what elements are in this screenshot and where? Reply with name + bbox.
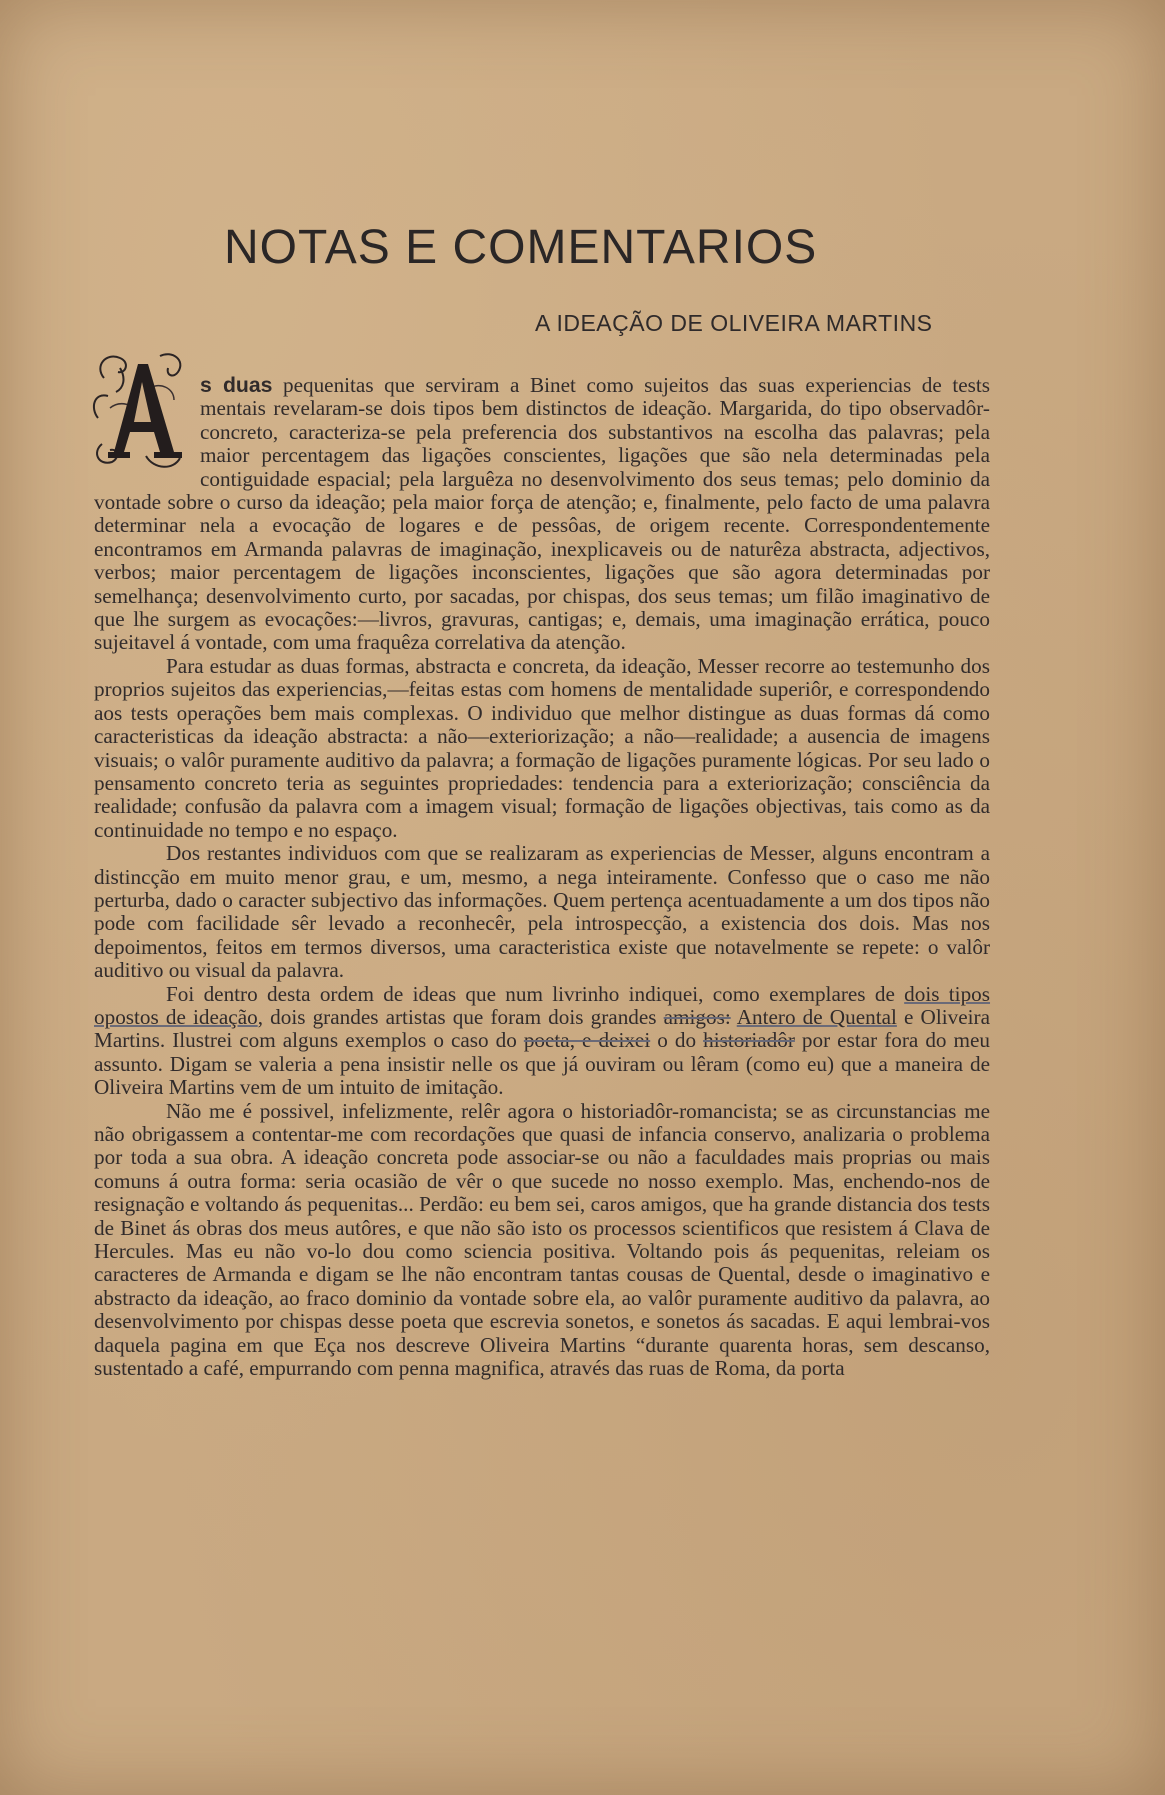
- underlined-text: dois tipos opostos de ideação: [94, 981, 991, 1029]
- lead-word: s duas: [200, 374, 273, 397]
- paragraph-text: Foi dentro desta ordem de ideas que num livrinho indiquei, como exemplares de: [166, 981, 905, 1006]
- page-title: NOTAS E COMENTARIOS: [224, 221, 818, 274]
- struck-text: amigos:: [663, 1004, 731, 1029]
- struck-text: poeta, e deixei: [523, 1028, 651, 1053]
- underlined-text: Antero de Quental: [736, 1004, 897, 1029]
- paragraph-text: por estar fora do meu assunto. Digam se valeria a pena insistir nelle os que já ouviram ou lêram (como eu) que a maneira de Oliveira Martins vem de um intuito de imitação.: [94, 1028, 991, 1100]
- paragraph-5: Não me é possivel, infelizmente, relêr agora o historiadôr-romancista; se as circunstancias me não obrigassem a contentar-me com recordações que quasi de infancia conservo, analizaria o problema por toda a sua obra. A ideação concreta pode associar-se ou não a faculdades mais proprias ou mais comuns á outra forma: seria ocasião de vêr o que sucede no nosso exemplo. Mas, enchendo-nos de resignação e voltando ás pequenitas... Perdão: eu bem sei, caros amigos, que ha grande distancia dos tests de Binet ás obras dos meus autôres, e que não são isto os processos scientificos que resistem á Clava de Hercules. Mas eu não vo-lo dou como sciencia positiva. Voltando pois ás pequenitas, releiam os caracteres de Armanda e digam se lhe não encontram tantas cousas de Quental, desde o imaginativo e abstracto da ideação, ao fraco dominio da vontade sobre ela, ao valôr puramente auditivo da palavra, ao desenvolvimento por chispas desse poeta que escrevia sonetos, e sonetos ás sacadas. E aqui lembrai-vos daquela pagina em que Eça nos descreve Oliveira Martins “durante quarenta horas, sem descanso, sustentado a café, empurrando com penna magnifica, através das ruas de Roma, da porta: [94, 1098, 990, 1381]
- struck-text: historiadôr: [703, 1028, 795, 1053]
- paragraph-text: e Oliveira Martins. Ilustrei com alguns exemplos o caso do: [94, 1004, 990, 1053]
- article-subtitle: A IDEAÇÃO DE OLIVEIRA MARTINS: [535, 310, 933, 336]
- paragraph-4: [94, 983, 990, 1100]
- paragraph-1: [94, 374, 990, 655]
- paragraph-text: pequenitas que serviram a Binet como sujeitos das suas experiencias de tests mentais revelaram-se dois tipos bem distinctos de ideação. Margarida, do tipo observadôr-concreto, caracteriza-se pela preferencia dos substantivos na escolha das palavras; pela maior percentagem das ligações conscientes, ligações que são nela determinadas pela contiguidade espacial; pela larguêza no desenvolvimento dos seus temas; pelo dominio da vontade sobre o curso da ideação; pela maior força de atenção; e, finalmente, pelo facto de uma palavra determinar nela a evocação de logares e de pessôas, de origem recente. Correspondentemente encontramos em Armanda palavras de imaginação, inexplicaveis ou de naturêza abstracta, adjectivos, verbos; maior percentagem de ligações inconscientes, ligações que são agora determinadas por semelhança; desenvolvimento curto, por sacadas, por chispas, dos seus temas; um filão imaginativo de que lhe surgem as evocações:—livros, gravuras, cantigas; e, demais, uma imaginação errática, pouco sujeitavel á vontade, com uma fraquêza correlativa da atenção.: [94, 373, 991, 655]
- paragraph-text: , dois grandes artistas que foram dois grandes: [257, 1004, 664, 1029]
- article-body: [94, 374, 990, 1380]
- paragraph-2: Para estudar as duas formas, abstracta e concreta, da ideação, Messer recorre ao testemunho dos proprios sujeitos das experiencias,—feitas estas com homens de mentalidade superiôr, e correspondendo aos tests operações bem mais complexas. O individuo que melhor distingue as duas formas dá como caracteristicas da ideação abstracta: a não—exteriorização; a não—realidade; a ausencia de imagens visuais; o valôr puramente auditivo da palavra; a formação de ligações puramente lógicas. Por seu lado o pensamento concreto teria as seguintes propriedades: tendencia para a exteriorização; consciência da realidade; confusão da palavra com a imagem visual; formação de ligações objectivas, tais como as da continuidade no tempo e no espaço.: [94, 653, 990, 842]
- paragraph-3: Dos restantes individuos com que se realizaram as experiencias de Messer, alguns encontram a distincção em muito menor grau, e um, mesmo, a nega inteiramente. Confesso que o caso me não perturba, dado o caracter subjectivo das informações. Quem pertença acentuadamente a um dos tipos não pode com facilidade sêr levado a reconhecêr, pela introspecção, a existencia dos dois. Mas nos depoimentos, feitos em termos diversos, uma caracteristica existe que notavelmente se repete: o valôr auditivo ou visual da palavra.: [94, 841, 990, 983]
- paragraph-text: o do: [650, 1028, 704, 1053]
- ornamental-dropcap-a-icon: [90, 348, 190, 472]
